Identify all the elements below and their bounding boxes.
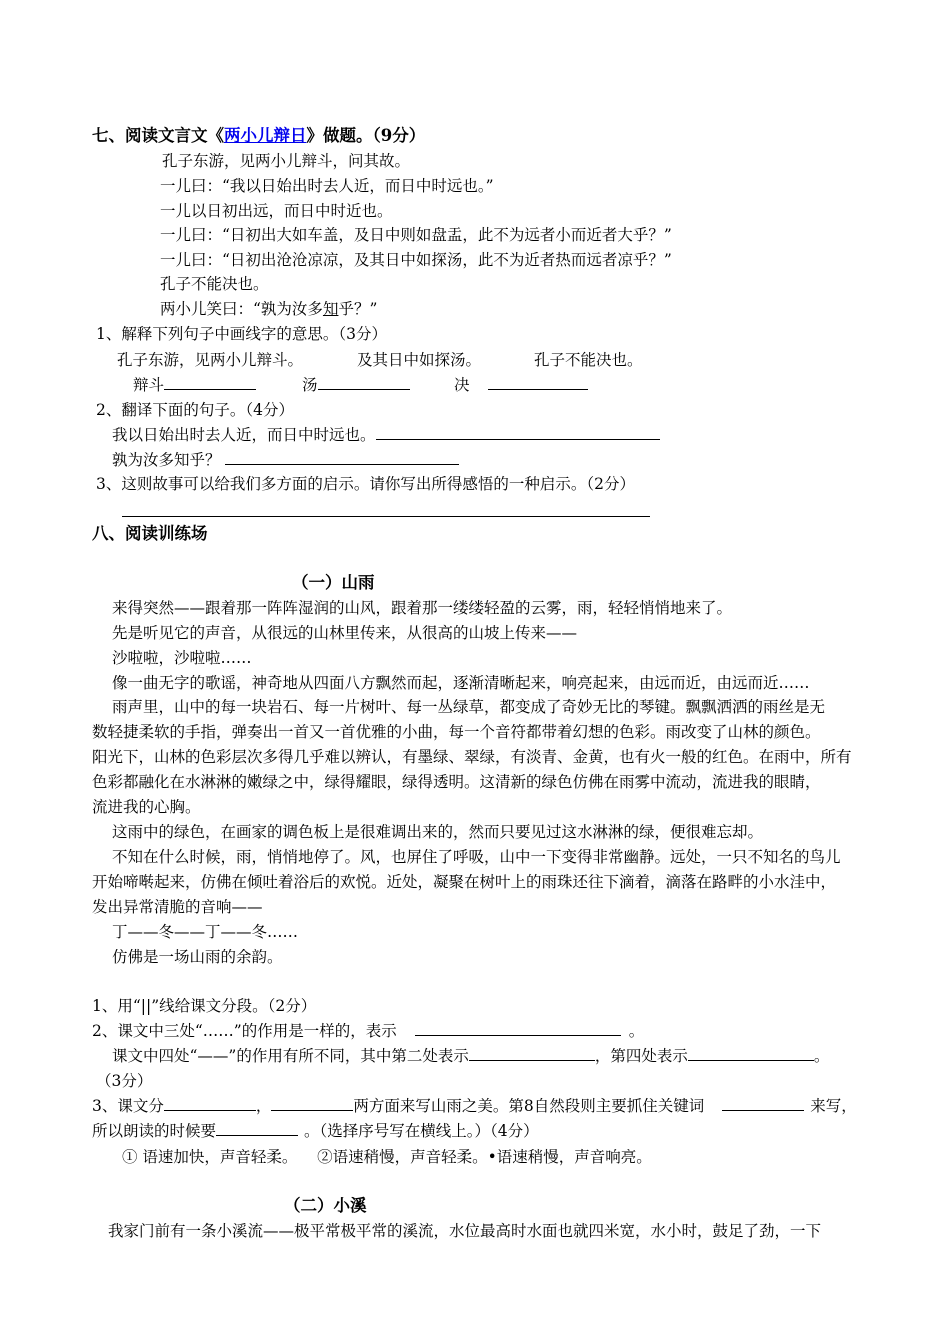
passage-line: 不知在什么时候，雨，悄悄地停了。风，也屏住了呼吸，山中一下变得非常幽静。远处，一只不知名的鸟儿 [112,848,841,866]
section-8-title: 八、阅读训练场 [92,524,208,543]
passage-2-title: （二）小溪 [284,1196,367,1215]
q1-sentence-3: 孔子不能决也。 [534,351,643,369]
classical-text-line: 一儿曰：“日初出沧沧凉凉，及其日中如探汤，此不为近者热而远者凉乎？” [160,251,672,269]
answer-line[interactable] [122,516,650,517]
s8-question-3-cont: 所以朗读的时候要 。（选择序号写在横线上。）（4分） [92,1122,539,1140]
classical-text-line: 一儿曰：“日初出大如车盖，及日中则如盘盂，此不为远者小而近者大乎？” [160,226,672,244]
classical-text-line: 孔子不能决也。 [160,275,269,293]
answer-blank[interactable] [488,375,588,390]
passage-line: 色彩都融化在水淋淋的嫩绿之中，绿得耀眼，绿得透明。这清新的绿色仿佛在雨雾中流动，流进我的眼睛， [92,773,821,791]
answer-blank[interactable] [225,450,459,465]
classical-text-line: 孔子东游，见两小儿辩斗，问其故。 [162,152,411,170]
q1-word-row: 决 [454,375,588,395]
answer-blank[interactable] [469,1046,595,1061]
passage-line: 来得突然——跟着那一阵阵湿润的山风，跟着那一缕缕轻盈的云雾，雨，轻轻悄悄地来了。 [112,599,733,617]
answer-blank[interactable] [318,375,410,390]
passage-line: 沙啦啦，沙啦啦…… [112,649,252,667]
q2-translate-a: 我以日始出时去人近，而日中时远也。 [112,425,660,445]
s8-question-2-score: （3分） [96,1072,153,1090]
s8-question-3: 3、课文分 ， 两方面来写山雨之美。第8自然段则主要抓住关键词 来写， [92,1097,857,1115]
answer-blank[interactable] [271,1096,353,1111]
passage-1-title: （一）山雨 [292,573,375,592]
passage-line: 仿佛是一场山雨的余韵。 [112,948,283,966]
q1-sentence-1: 孔子东游，见两小儿辩斗。 [117,351,304,369]
s7-question-3: 3、这则故事可以给我们多方面的启示。请你写出所得感悟的一种启示。（2分） [96,475,635,493]
answer-blank[interactable] [722,1096,804,1111]
passage-line: 先是听见它的声音，从很远的山林里传来，从很高的山坡上传来—— [112,624,578,642]
passage-line: 开始啼啭起来，仿佛在倾吐着浴后的欢悦。近处，凝聚在树叶上的雨珠还往下滴着，滴落在路畔的小水洼中， [92,873,837,891]
passage-line: 发出异常清脆的音响—— [92,898,263,916]
classical-text-line: 两小儿笑曰：“孰为汝多知乎？” [160,300,378,318]
passage-line: 这雨中的绿色，在画家的调色板上是很难调出来的，然而只要见过这水淋淋的绿，便很难忘却。 [112,823,764,841]
answer-blank[interactable] [164,1096,256,1111]
passage-2-line: 我家门前有一条小溪流——极平常极平常的溪流，水位最高时水面也就四米宽，水小时，鼓足了劲，一下 [108,1222,822,1240]
answer-blank[interactable] [376,425,660,440]
q1-word-row: 汤 [302,375,410,395]
passage-line: 像一曲无字的歌谣，神奇地从四面八方飘然而起，逐渐清晰起来，响亮起来，由远而近，由远而近…… [112,674,810,692]
passage-line: 数轻捷柔软的手指，弹奏出一首又一首优雅的小曲，每一个音符都带着幻想的色彩。雨改变了山林的颜色。 [92,723,821,741]
s8-question-3-options: ① 语速加快，声音轻柔。 ②语速稍慢，声音轻柔。•语速稍慢，声音响亮。 [122,1148,652,1166]
passage-line: 丁——冬——丁——冬…… [112,923,299,941]
poem-title-link[interactable]: 两小儿辩日 [224,126,307,145]
passage-line: 阳光下，山林的色彩层次多得几乎难以辨认，有墨绿、翠绿，有淡青、金黄，也有火一般的红色。在雨中，所有 [92,748,852,766]
answer-blank[interactable] [688,1046,814,1061]
classical-text-line: 一儿曰：“我以日始出时去人近，而日中时远也。” [160,177,494,195]
q1-word-row: 辩斗 [133,375,256,395]
s8-question-2a: 2、课文中三处“……”的作用是一样的，表示 。 [92,1022,645,1040]
passage-line: 流进我的心胸。 [92,798,201,816]
answer-blank[interactable] [415,1021,621,1036]
s8-question-1: 1、用“||”线给课文分段。（2分） [92,997,317,1015]
section-7-title: 七、阅读文言文《两小儿辩日》做题。（9分） [92,126,426,145]
s8-question-2b: 课文中四处“——”的作用有所不同，其中第二处表示 ，第四处表示 。 [112,1047,830,1065]
answer-blank[interactable] [216,1121,298,1136]
s7-question-2: 2、翻译下面的句子。（4分） [96,401,294,419]
answer-blank[interactable] [164,375,256,390]
q1-sentence-2: 及其日中如探汤。 [357,351,482,369]
classical-text-line: 一儿以日初出远，而日中时近也。 [160,202,393,220]
passage-line: 雨声里，山中的每一块岩石、每一片树叶、每一丛绿草，都变成了奇妙无比的琴键。飘飘洒洒的雨丝是无 [112,698,826,716]
q2-translate-b: 孰为汝多知乎？ [112,450,459,470]
s7-question-1: 1、解释下列句子中画线字的意思。（3分） [96,325,387,343]
